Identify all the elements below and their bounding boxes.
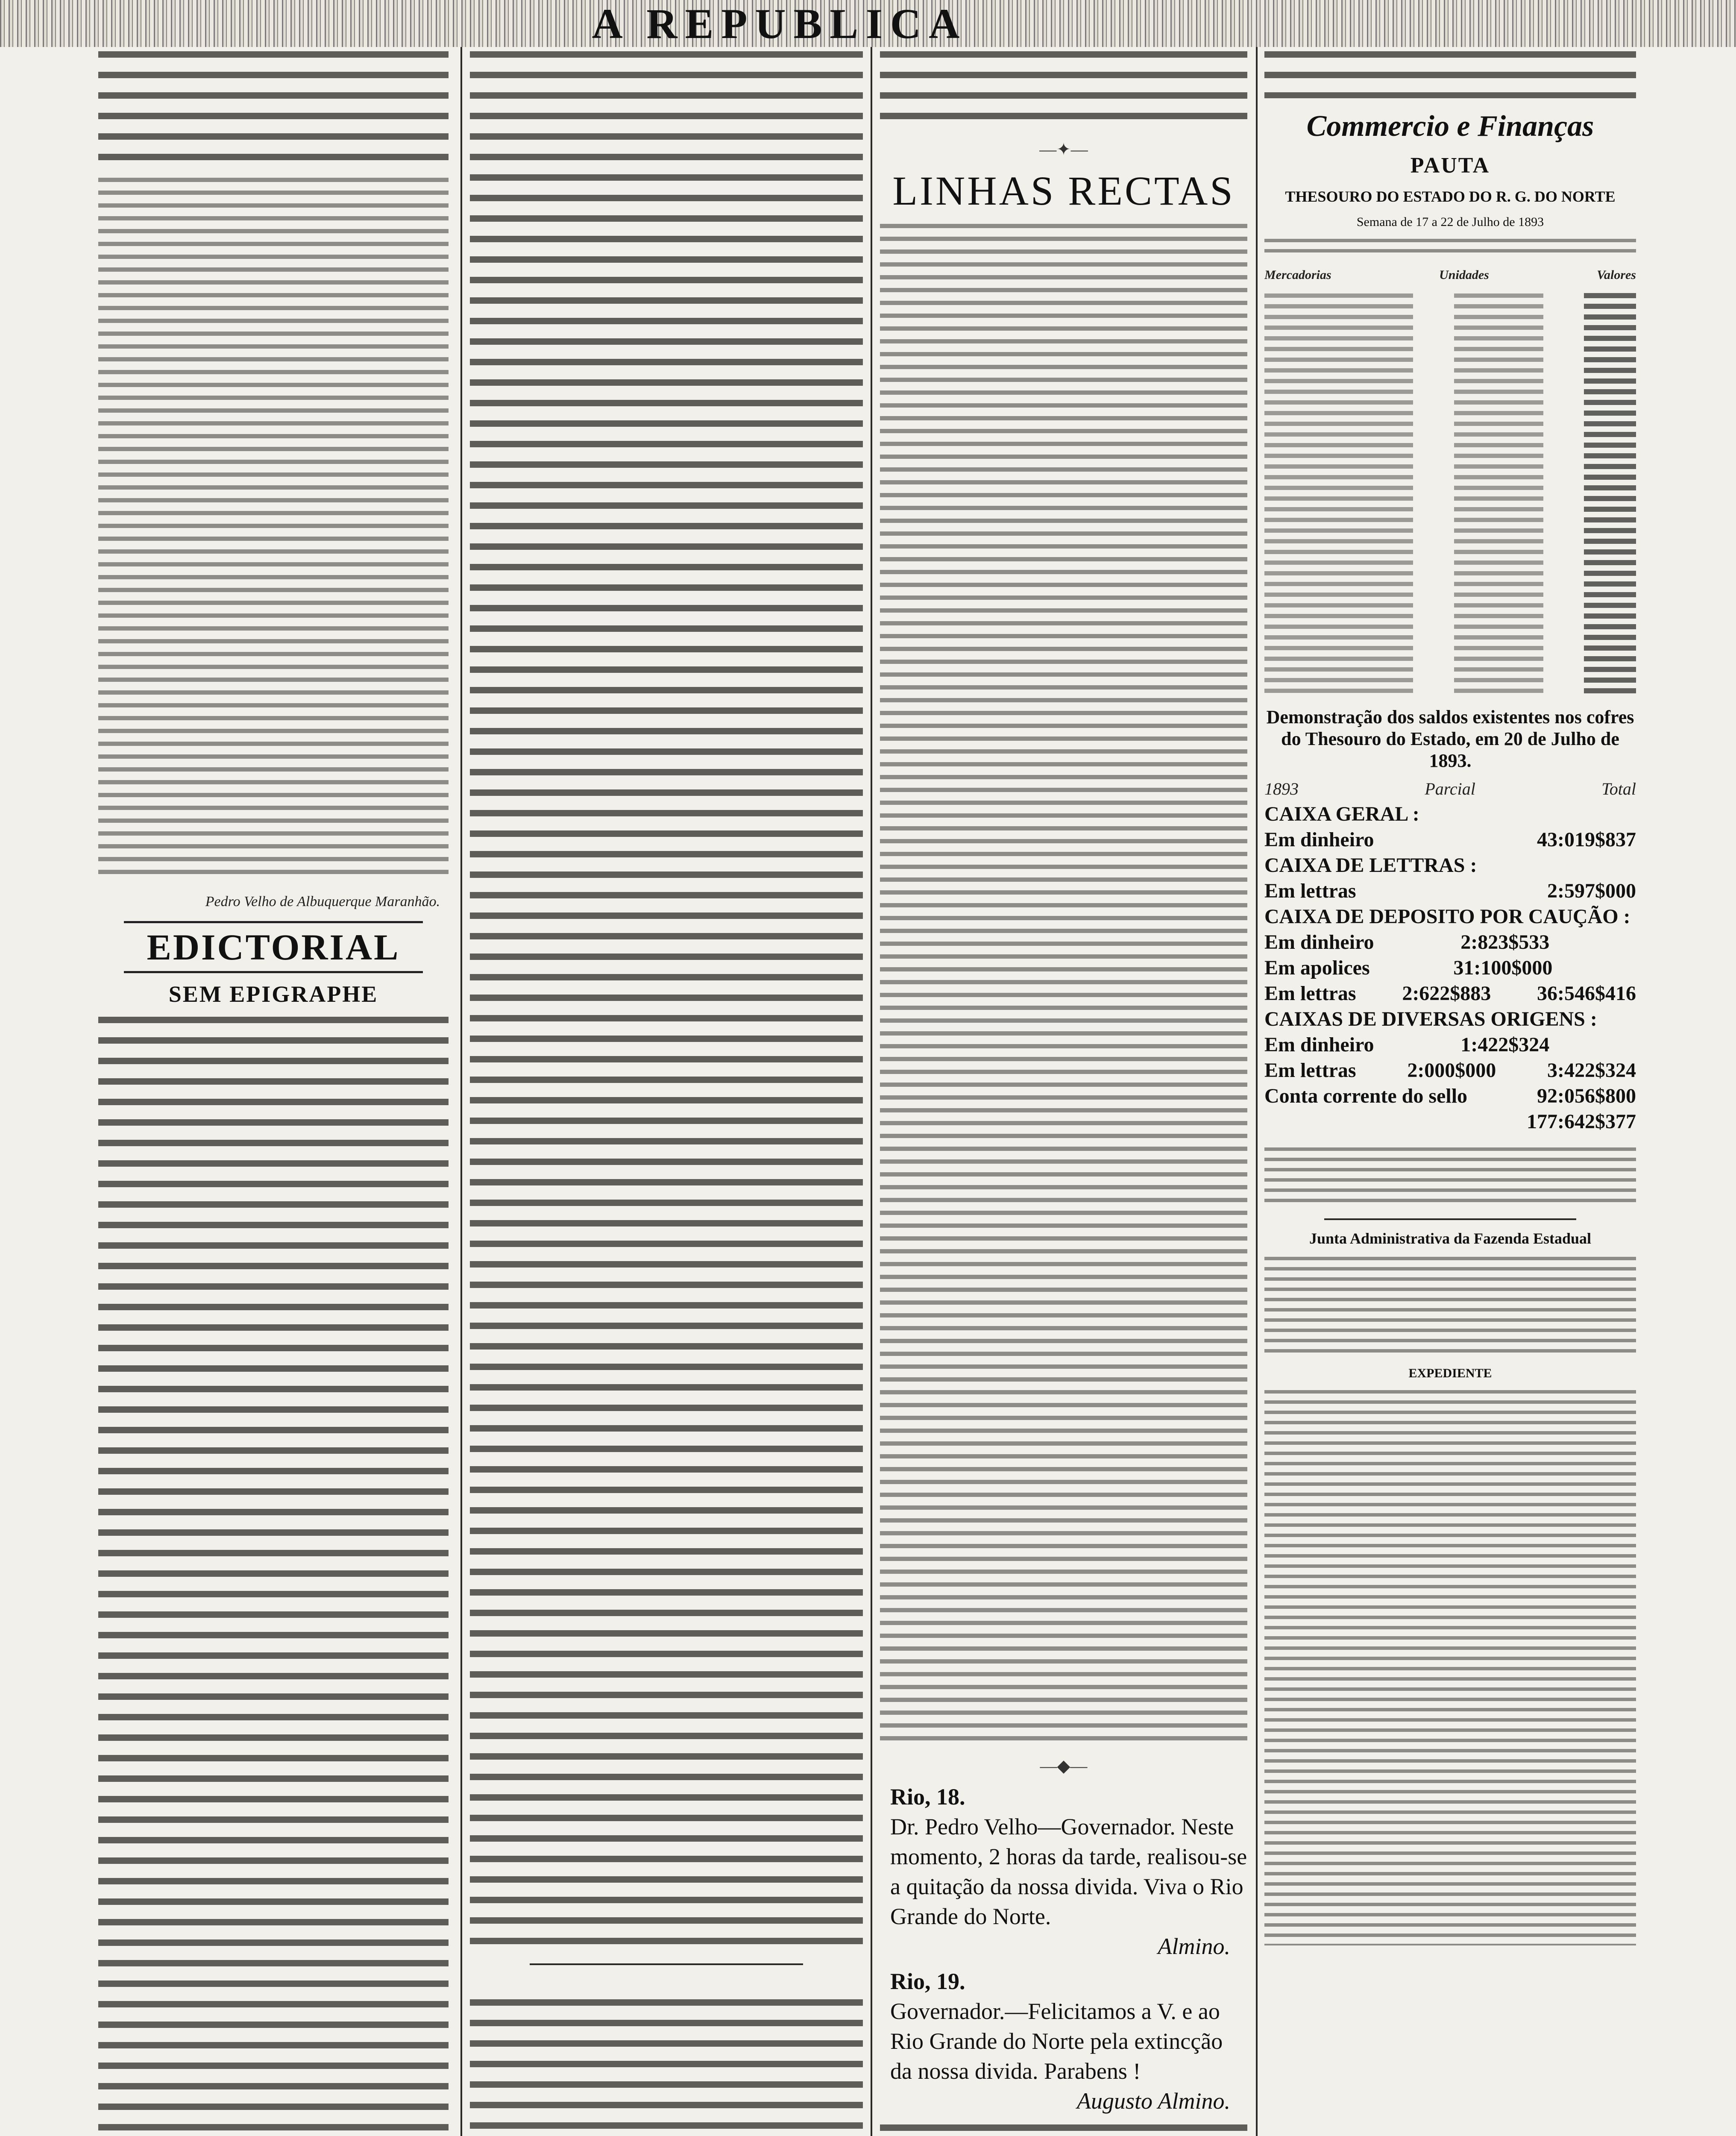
telegram-2: [890, 1966, 1247, 2116]
table-cell: [1264, 678, 1413, 682]
saldo-row: [1264, 853, 1636, 878]
table-row: [1264, 522, 1636, 533]
table-cell: [1454, 454, 1543, 458]
saldo-row: [1264, 1058, 1636, 1083]
table-cell: [1264, 326, 1413, 330]
divider: [1324, 1218, 1576, 1220]
table-cell: [1264, 293, 1413, 298]
table-row: [1264, 640, 1636, 651]
saldo-row: [1264, 904, 1636, 930]
table-row: [1264, 565, 1636, 576]
table-cell: [1264, 635, 1413, 640]
table-cell: [1264, 528, 1413, 533]
saldo-parcial: 2:622$883: [1402, 982, 1491, 1005]
table-cell: [1454, 496, 1543, 501]
table-cell: [1584, 667, 1636, 672]
table-row: [1264, 362, 1636, 373]
column-2: [470, 51, 863, 2136]
table-row: [1264, 405, 1636, 416]
table-cell: [1264, 336, 1413, 340]
table-cell: [1264, 689, 1413, 693]
table-row: [1264, 490, 1636, 501]
table-row: [1264, 341, 1636, 352]
table-cell: [1584, 453, 1636, 458]
table-cell: [1264, 454, 1413, 458]
saldo-total: 36:546$416: [1537, 982, 1636, 1005]
table-cell: [1454, 528, 1543, 533]
table-cell: [1454, 475, 1543, 479]
table-row: [1264, 587, 1636, 597]
table-cell: [1584, 571, 1636, 576]
column-header: Unidades: [1439, 268, 1489, 282]
table-cell: [1454, 326, 1543, 330]
table-cell: [1584, 464, 1636, 469]
table-cell: [1264, 315, 1413, 319]
telegram-signer: Augusto Almino.: [1076, 2088, 1230, 2114]
column-rule: [871, 47, 872, 2136]
text-block: [1264, 1390, 1636, 1945]
saldo-label: CAIXA DE DEPOSITO POR CAUÇÃO :: [1264, 905, 1630, 928]
table-cell: [1454, 593, 1543, 597]
table-cell: [1264, 347, 1413, 351]
table-cell: [1454, 560, 1543, 565]
table-cell: [1454, 507, 1543, 511]
table-cell: [1454, 347, 1543, 351]
table-cell: [1584, 581, 1636, 587]
table-cell: [1264, 411, 1413, 415]
table-row: [1264, 426, 1636, 437]
table-cell: [1264, 550, 1413, 554]
saldo-parcial: 31:100$000: [1453, 957, 1553, 979]
column-rule: [1256, 47, 1258, 2136]
ornament-divider: —◆—: [1040, 1756, 1088, 1775]
table-row: [1264, 352, 1636, 362]
masthead-title: A REPUBLICA: [592, 0, 968, 47]
saldo-row: [1264, 1032, 1636, 1058]
table-cell: [1584, 560, 1636, 565]
table-cell: [1454, 400, 1543, 405]
text-block: [880, 2124, 1247, 2136]
saldo-label: CAIXA GERAL :: [1264, 803, 1419, 825]
pauta-table: [1264, 288, 1636, 693]
table-row: [1264, 416, 1636, 426]
table-cell: [1264, 593, 1413, 597]
table-cell: [1454, 443, 1543, 447]
table-cell: [1454, 614, 1543, 618]
table-cell: [1584, 688, 1636, 693]
table-cell: [1264, 571, 1413, 575]
table-cell: [1584, 485, 1636, 490]
table-row: [1264, 555, 1636, 565]
table-cell: [1584, 678, 1636, 683]
table-cell: [1584, 635, 1636, 640]
saldo-total: 2:597$000: [1547, 880, 1636, 902]
table-cell: [1584, 496, 1636, 501]
table-cell: [1454, 432, 1543, 437]
table-cell: [1264, 614, 1413, 618]
table-cell: [1454, 518, 1543, 522]
table-cell: [1584, 304, 1636, 309]
table-cell: [1584, 613, 1636, 619]
telegram-place: Rio, 18.: [890, 1784, 965, 1810]
text-block: [98, 51, 449, 167]
table-row: [1264, 533, 1636, 544]
table-cell: [1264, 486, 1413, 490]
table-cell: [1264, 657, 1413, 661]
table-cell: [1264, 582, 1413, 586]
table-cell: [1584, 314, 1636, 320]
table-cell: [1264, 379, 1413, 383]
table-cell: [1264, 443, 1413, 447]
ornament-divider: —✦—: [1039, 140, 1088, 159]
column-3: [880, 51, 1247, 2136]
table-row: [1264, 330, 1636, 341]
table-row: [1264, 683, 1636, 693]
table-row: [1264, 288, 1636, 298]
telegram-place: Rio, 19.: [890, 1969, 965, 1994]
text-block: [880, 51, 1247, 128]
saldo-row: [1264, 827, 1636, 853]
table-cell: [1264, 390, 1413, 394]
table-cell: [1454, 464, 1543, 469]
table-cell: [1584, 400, 1636, 405]
telegram-body: Governador.—Felicitamos a V. e ao Rio Grande do Norte pela extincção da nossa divida. Parabens !: [890, 1998, 1223, 2084]
saldo-row: [1264, 801, 1636, 827]
section-title: EDICTORIAL: [147, 927, 400, 968]
table-cell: [1454, 603, 1543, 607]
text-block: [98, 178, 449, 883]
saldo-label: CAIXA DE LETTRAS :: [1264, 854, 1477, 877]
article-title: SEM EPIGRAPHE: [168, 981, 378, 1007]
table-row: [1264, 309, 1636, 320]
table-cell: [1264, 667, 1413, 672]
table-row: [1264, 437, 1636, 448]
column-header: Parcial: [1425, 779, 1475, 798]
text-block: [98, 1017, 449, 2136]
table-cell: [1584, 656, 1636, 661]
saldo-parcial: 2:000$000: [1407, 1059, 1496, 1082]
table-row: [1264, 501, 1636, 512]
saldo-parcial: 2:823$533: [1460, 931, 1550, 954]
pauta-subtitle: THESOURO DO ESTADO DO R. G. DO NORTE: [1285, 188, 1616, 205]
table-row: [1264, 629, 1636, 640]
table-cell: [1584, 475, 1636, 480]
table-header: [1264, 267, 1636, 283]
table-cell: [1264, 400, 1413, 405]
expediente-heading: EXPEDIENTE: [1408, 1366, 1492, 1380]
saldo-row: [1264, 1083, 1636, 1109]
table-cell: [1264, 358, 1413, 362]
table-cell: [1584, 411, 1636, 416]
table-row: [1264, 597, 1636, 608]
table-cell: [1264, 475, 1413, 479]
table-cell: [1454, 550, 1543, 554]
table-cell: [1264, 646, 1413, 650]
table-row: [1264, 608, 1636, 619]
saldo-label: Em dinheiro: [1264, 931, 1374, 954]
table-row: [1264, 469, 1636, 480]
pauta-title: PAUTA: [1410, 153, 1490, 178]
text-block: [470, 51, 863, 1952]
saldo-row: [1264, 1006, 1636, 1032]
table-cell: [1264, 304, 1413, 308]
column-header: Mercadorias: [1264, 268, 1331, 282]
telegram-1: [890, 1782, 1247, 1961]
column-rule: [460, 47, 462, 2136]
table-cell: [1454, 336, 1543, 340]
table-cell: [1584, 293, 1636, 298]
saldo-total: 177:642$377: [1527, 1110, 1636, 1133]
table-cell: [1584, 539, 1636, 544]
table-cell: [1454, 635, 1543, 640]
text-block: [1264, 1147, 1636, 1207]
saldo-label: Em dinheiro: [1264, 1033, 1374, 1056]
table-cell: [1454, 486, 1543, 490]
table-cell: [1454, 358, 1543, 362]
table-row: [1264, 373, 1636, 384]
table-row: [1264, 661, 1636, 672]
saldo-total: 92:056$800: [1537, 1085, 1636, 1107]
table-cell: [1454, 657, 1543, 661]
saldo-row: [1264, 981, 1636, 1006]
table-cell: [1264, 368, 1413, 373]
column-headline: LINHAS RECTAS: [892, 168, 1235, 214]
section-title: Commercio e Finanças: [1306, 110, 1594, 143]
table-cell: [1584, 346, 1636, 352]
table-cell: [1454, 625, 1543, 629]
table-cell: [1584, 517, 1636, 522]
table-cell: [1584, 378, 1636, 384]
table-cell: [1454, 646, 1543, 650]
table-row: [1264, 384, 1636, 394]
table-cell: [1584, 549, 1636, 555]
table-cell: [1584, 443, 1636, 448]
table-cell: [1264, 603, 1413, 607]
table-cell: [1584, 357, 1636, 362]
editorial-heading-box: [124, 921, 423, 973]
table-row: [1264, 394, 1636, 405]
column-header: 1893: [1264, 779, 1299, 798]
table-row: [1264, 448, 1636, 458]
table-cell: [1454, 304, 1543, 308]
column-1: [98, 51, 449, 2136]
table-row: [1264, 512, 1636, 522]
telegram-body: Dr. Pedro Velho—Governador. Neste momento, 2 horas da tarde, realisou-se a quitação da nossa divida. Viva o Rio Grande do Norte.: [890, 1814, 1247, 1929]
saldo-total: 3:422$324: [1547, 1059, 1636, 1082]
table-cell: [1454, 678, 1543, 682]
table-cell: [1454, 411, 1543, 415]
table-cell: [1454, 315, 1543, 319]
table-cell: [1264, 464, 1413, 469]
table-cell: [1584, 507, 1636, 512]
saldo-parcial: 1:422$324: [1460, 1033, 1550, 1056]
table-cell: [1584, 645, 1636, 651]
saldo-label: Em apolices: [1264, 957, 1370, 979]
column-4: [1264, 51, 1636, 2136]
saldo-label: Conta corrente do sello: [1264, 1085, 1468, 1107]
table-cell: [1264, 625, 1413, 629]
text-block: [470, 1999, 863, 2136]
saldo-label: Em lettras: [1264, 1059, 1356, 1082]
table-cell: [1454, 539, 1543, 543]
table-cell: [1584, 603, 1636, 608]
table-cell: [1264, 507, 1413, 511]
text-block: [1264, 51, 1636, 98]
table-cell: [1454, 390, 1543, 394]
table-cell: [1454, 293, 1543, 298]
pauta-week: Semana de 17 a 22 de Julho de 1893: [1356, 215, 1544, 229]
table-cell: [1584, 389, 1636, 394]
text-block: [1264, 239, 1636, 256]
saldo-total: 43:019$837: [1537, 828, 1636, 851]
table-cell: [1454, 667, 1543, 672]
saldo-row: [1264, 955, 1636, 981]
table-row: [1264, 544, 1636, 555]
table-cell: [1264, 518, 1413, 522]
table-row: [1264, 619, 1636, 629]
table-cell: [1584, 336, 1636, 341]
saldo-label: Em dinheiro: [1264, 828, 1374, 851]
table-cell: [1454, 571, 1543, 575]
table-cell: [1454, 379, 1543, 383]
table-cell: [1584, 421, 1636, 426]
saldos-title: Demonstração dos saldos existentes nos cofres do Thesouro do Estado, em 20 de Julho de 1893.: [1266, 707, 1634, 771]
junta-title: Junta Administrativa da Fazenda Estadual: [1309, 1230, 1592, 1247]
table-cell: [1584, 528, 1636, 533]
table-cell: [1264, 422, 1413, 426]
table-cell: [1584, 432, 1636, 437]
table-cell: [1584, 325, 1636, 330]
telegram-signer: Almino.: [1158, 1934, 1230, 1959]
table-cell: [1584, 368, 1636, 373]
table-row: [1264, 672, 1636, 683]
saldo-row: [1264, 878, 1636, 904]
column-header: Valores: [1597, 268, 1636, 282]
table-cell: [1454, 368, 1543, 373]
table-row: [1264, 480, 1636, 490]
table-cell: [1454, 689, 1543, 693]
table-cell: [1264, 560, 1413, 565]
column-header: Total: [1601, 779, 1636, 798]
saldo-row: [1264, 1109, 1636, 1135]
table-cell: [1584, 624, 1636, 629]
table-row: [1264, 458, 1636, 469]
table-row: [1264, 576, 1636, 587]
saldo-label: Em lettras: [1264, 880, 1356, 902]
text-block: [1264, 1257, 1636, 1355]
table-row: [1264, 298, 1636, 309]
table-cell: [1454, 582, 1543, 586]
table-cell: [1264, 539, 1413, 543]
signature: Pedro Velho de Albuquerque Maranhão.: [205, 894, 440, 910]
divider: [530, 1963, 803, 1965]
table-row: [1264, 320, 1636, 330]
table-cell: [1454, 422, 1543, 426]
table-cell: [1584, 592, 1636, 597]
saldos-header: [1264, 781, 1636, 797]
table-cell: [1264, 432, 1413, 437]
table-cell: [1264, 496, 1413, 501]
saldo-row: [1264, 930, 1636, 955]
saldo-label: Em lettras: [1264, 982, 1356, 1005]
saldos-table: [1264, 801, 1636, 1135]
text-block: [880, 224, 1247, 1745]
table-row: [1264, 651, 1636, 661]
saldo-label: CAIXAS DE DIVERSAS ORIGENS :: [1264, 1008, 1597, 1030]
